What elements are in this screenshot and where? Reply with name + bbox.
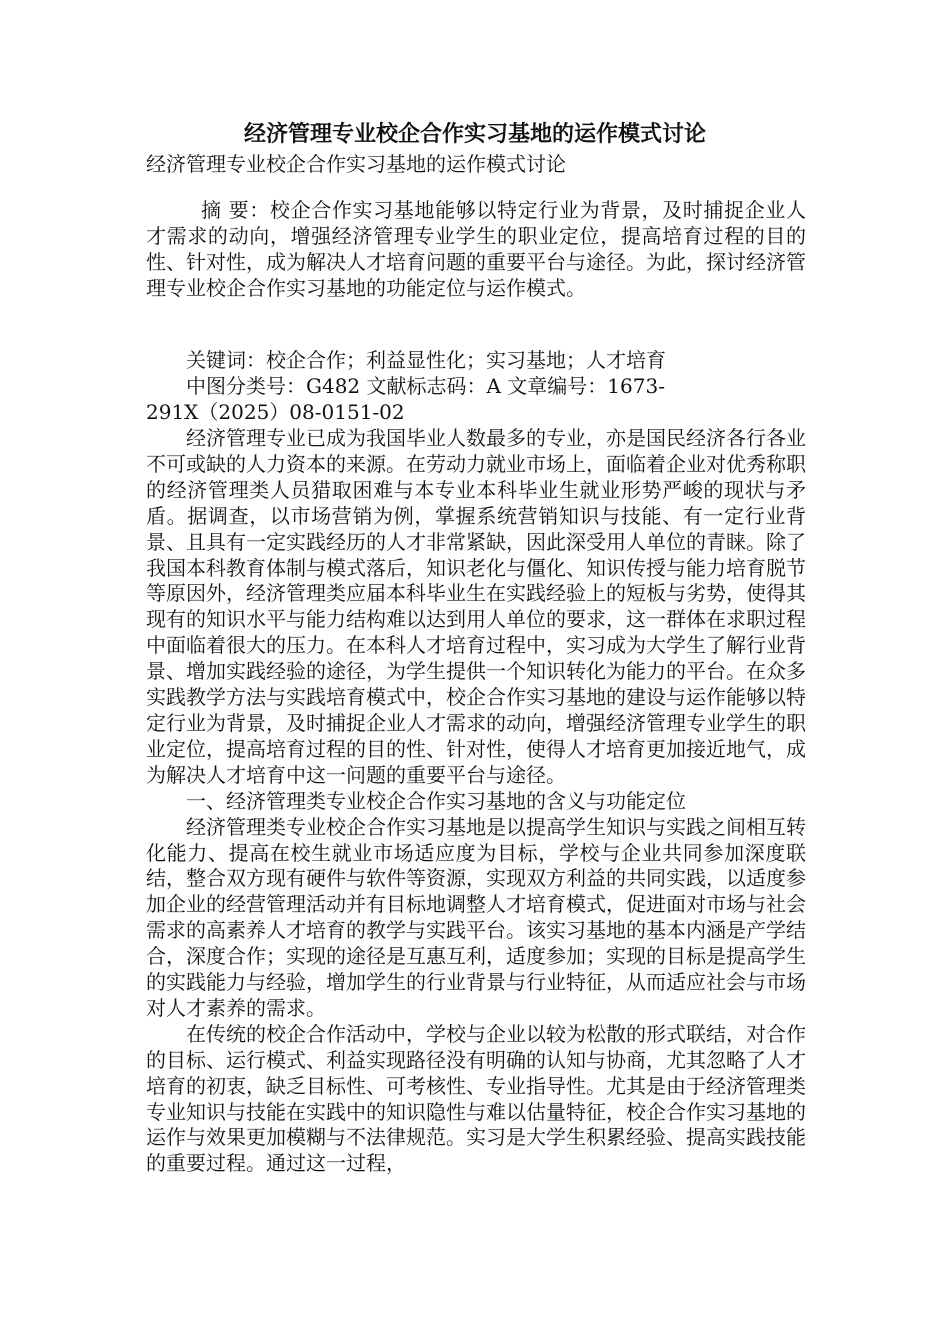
metadata-block [146, 348, 806, 426]
article-number-line: 291X（2025）08-0151-02 [146, 399, 405, 424]
abstract-paragraph: 摘 要：校企合作实习基地能够以特定行业为背景，及时捕捉企业人才需求的动向，增强经济管理专业学生的职业定位，提高培育过程的目的性、针对性，成为解决人才培育问题的重要平台与途径。为此，探讨经济管理专业校企合作实习基地的功能定位与运作模式。 [146, 198, 806, 300]
document-title: 经济管理专业校企合作实习基地的运作模式讨论 [243, 122, 706, 147]
body-paragraph-3: 在传统的校企合作活动中，学校与企业以较为松散的形式联结，对合作的目标、运行模式、利益实现路径没有明确的认知与协商，尤其忽略了人才培育的初衷，缺乏目标性、可考核性、专业指导性。尤其是由于经济管理类专业知识与技能在实践中的知识隐性与难以估量特征，校企合作实习基地的运作与效果更加模糊与不法律规范。实习是大学生积累经验、提高实践技能的重要过程。通过这一过程， [146, 1021, 806, 1176]
classification-line: 中图分类号：G482 文献标志码：A 文章编号：1673- [186, 373, 665, 398]
abstract-block [146, 198, 806, 302]
section-heading-1: 一、经济管理类专业校企合作实习基地的含义与功能定位 [186, 788, 686, 813]
body-paragraph-1: 经济管理专业已成为我国毕业人数最多的专业，亦是国民经济各行各业不可或缺的人力资本的来源。在劳动力就业市场上，面临着企业对优秀称职的经济管理类人员猎取困难与本专业本科毕业生就业形势严峻的现状与矛盾。据调查，以市场营销为例，掌握系统营销知识与技能、有一定行业背景、且具有一定实践经历的人才非常紧缺，因此深受用人单位的青睐。除了我国本科教育体制与模式落后，知识老化与僵化、知识传授与能力培育脱节等原因外，经济管理类应届本科毕业生在实践经验上的短板与劣势，使得其现有的知识水平与能力结构难以达到用人单位的要求，这一群体在求职过程中面临着很大的压力。在本科人才培育过程中，实习成为大学生了解行业背景、增加实践经验的途径，为学生提供一个知识转化为能力的平台。在众多实践教学方法与实践培育模式中，校企合作实习基地的建设与运作能够以特定行业为背景，及时捕捉企业人才需求的动向，增强经济管理专业学生的职业定位，提高培育过程的目的性、针对性，使得人才培育更加接近地气，成为解决人才培育中这一问题的重要平台与途径。 [146, 426, 806, 787]
keywords-line: 关键词：校企合作；利益显性化；实习基地；人才培育 [186, 348, 666, 372]
body-paragraph-2: 经济管理类专业校企合作实习基地是以提高学生知识与实践之间相互转化能力、提高在校生就业市场适应度为目标，学校与企业共同参加深度联结，整合双方现有硬件与软件等资源，实现双方利益的共同实践，以适度参加企业的经营管理活动并有目标地调整人才培育模式，促进面对市场与社会需求的高素养人才培育的教学与实践平台。该实习基地的基本内涵是产学结合，深度合作；实现的途径是互惠互利，适度参加；实现的目标是提高学生的实践能力与经验，增加学生的行业背景与行业特征，从而适应社会与市场对人才素养的需求。 [146, 814, 806, 1020]
document-subtitle: 经济管理专业校企合作实习基地的运作模式讨论 [146, 152, 566, 176]
body-text [146, 426, 806, 1177]
